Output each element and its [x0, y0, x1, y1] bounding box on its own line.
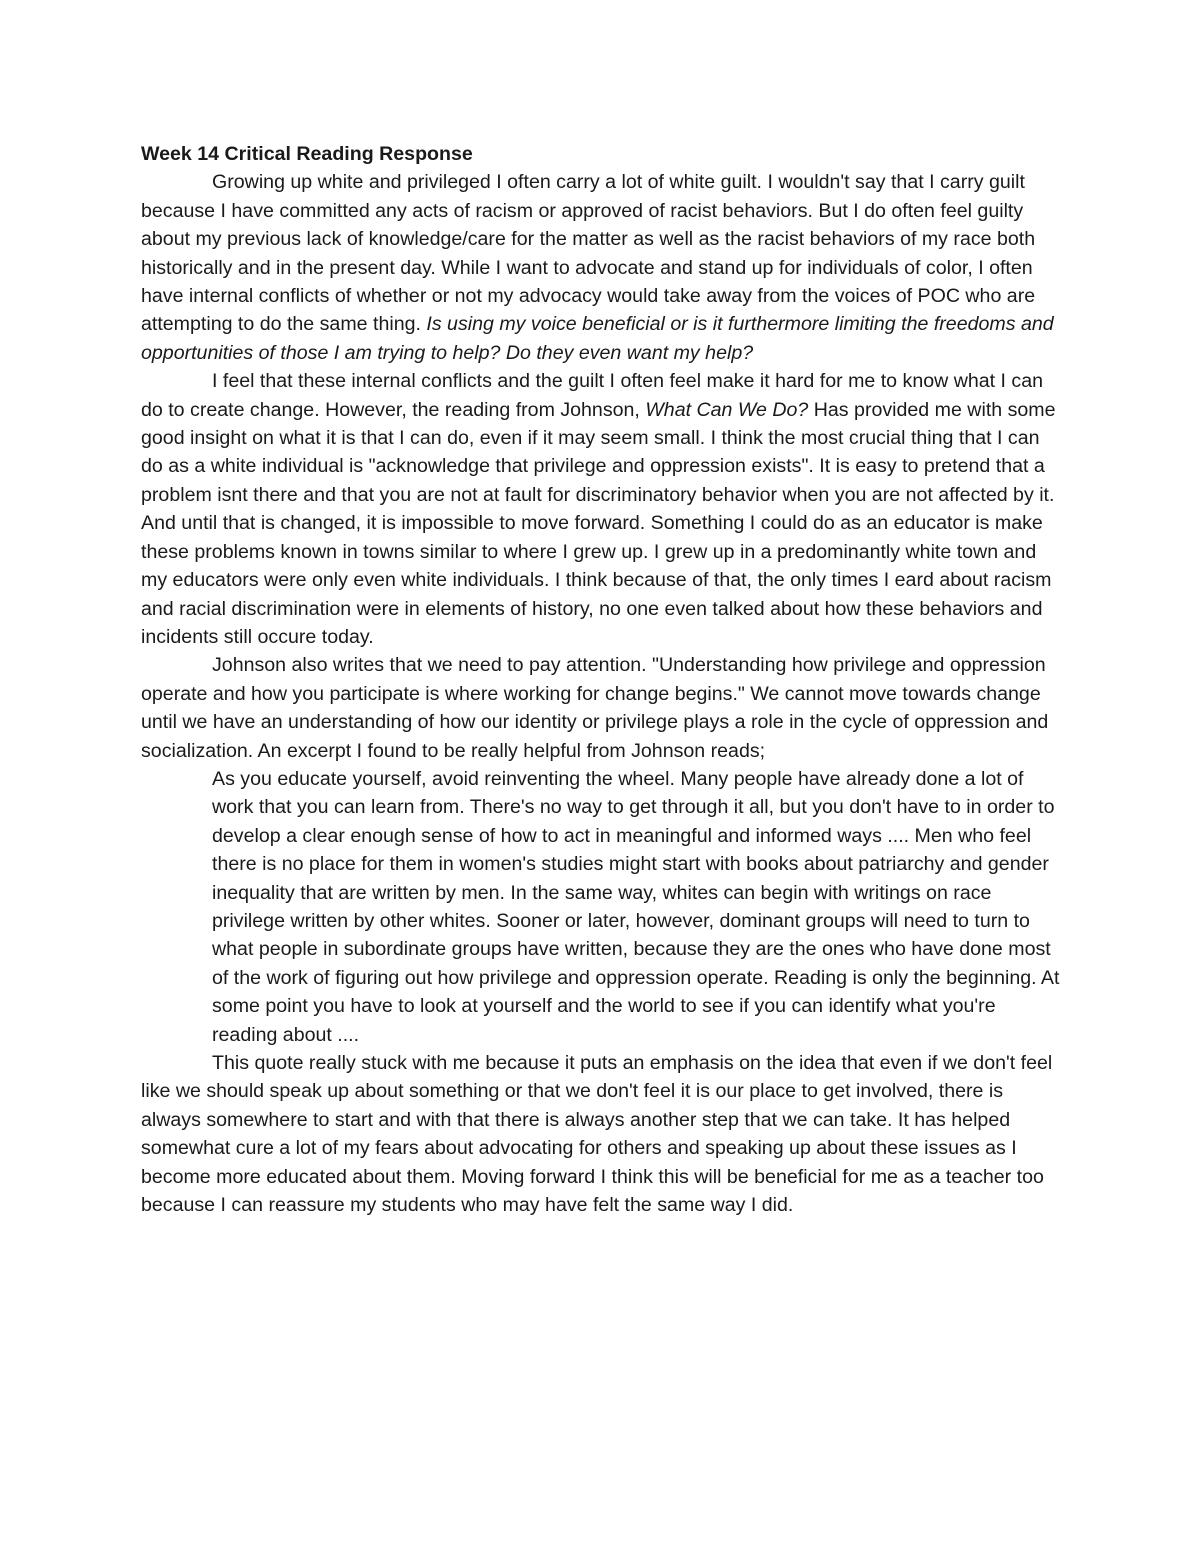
paragraph-1 — [141, 168, 1066, 367]
paragraph-3: Johnson also writes that we need to pay attention. "Understanding how privilege and oppression operate and how you participate is where working for change begins." We cannot move towards change until we have an understanding of how our identity or privilege plays a role in the cycle of oppression and socialization. An excerpt I found to be really helpful from Johnson reads; — [141, 654, 1049, 762]
paragraph-2-after: Has provided me with some good insight on what it is that I can do, even if it may seem small. I think the most crucial thing that I can do as a white individual is "acknowledge that privilege and oppression exists". It is easy to pretend that a problem isnt there and that you are not at fault for discriminatory behavior when you are not affected by it. And until that is changed, it is impossible to move forward. Something I could do as an educator is make these problems known in towns similar to where I grew up. I grew up in a predominantly white town and my educators were only even white individuals. I think because of that, the only times I eard about racism and racial discrimination were in elements of history, no one even talked about how these behaviors and incidents still occure today. — [141, 398, 1056, 648]
paragraph-1-text: Growing up white and privileged I often carry a lot of white guilt. I wouldn't say that I carry guilt because I have committed any acts of racism or approved of racist behaviors. But I do often feel guilty about my previous lack of knowledge/care for the matter as well as the racist behaviors of my race both historically and in the present day. While I want to advocate and stand up for individuals of color, I often have internal conflicts of whether or not my advocacy would take away from the voices of POC who are attempting to do the same thing. — [141, 171, 1036, 336]
paragraph-1-italic: Is using my voice beneficial or is it furthermore limiting the freedoms and opportunities of those I am trying to help? Do they even want my help? — [141, 313, 1054, 364]
paragraph-2-book-title: What Can We Do? — [645, 398, 809, 421]
block-quote: As you educate yourself, avoid reinventing the wheel. Many people have already done a lot of work that you can learn from. There's no way to get through it all, but you don't have to in order to develop a clear enough sense of how to act in meaningful and informed ways .... Men who feel there is no place for them in women's studies might start with books about patriarchy and gender inequality that are written by men. In the same way, whites can begin with writings on race privilege written by other whites. Sooner or later, however, dominant groups will need to turn to what people in subordinate groups have written, because they are the ones who have done most of the work of figuring out how privilege and oppression operate. Reading is only the beginning. At some point you have to look at yourself and the world to see if you can identify what you're reading about .... — [212, 767, 1060, 1046]
paragraph-2-before: I feel that these internal conflicts and the guilt I often feel make it hard for me to know what I can do to create change. However, the reading from Johnson, — [141, 370, 1044, 421]
paragraph-4: This quote really stuck with me because it puts an emphasis on the idea that even if we don't feel like we should speak up about something or that we don't feel it is our place to get involved, there is always somewhere to start and with that there is always another step that we can take. It has helped somewhat cure a lot of my fears about advocating for others and speaking up about these issues as I become more educated about them. Moving forward I think this will be beneficial for me as a teacher too because I can reassure my students who may have felt the same way I did. — [141, 1052, 1053, 1217]
paragraph-2 — [141, 367, 1066, 651]
page-title: Week 14 Critical Reading Response — [141, 143, 473, 165]
document-page — [141, 140, 1066, 1219]
